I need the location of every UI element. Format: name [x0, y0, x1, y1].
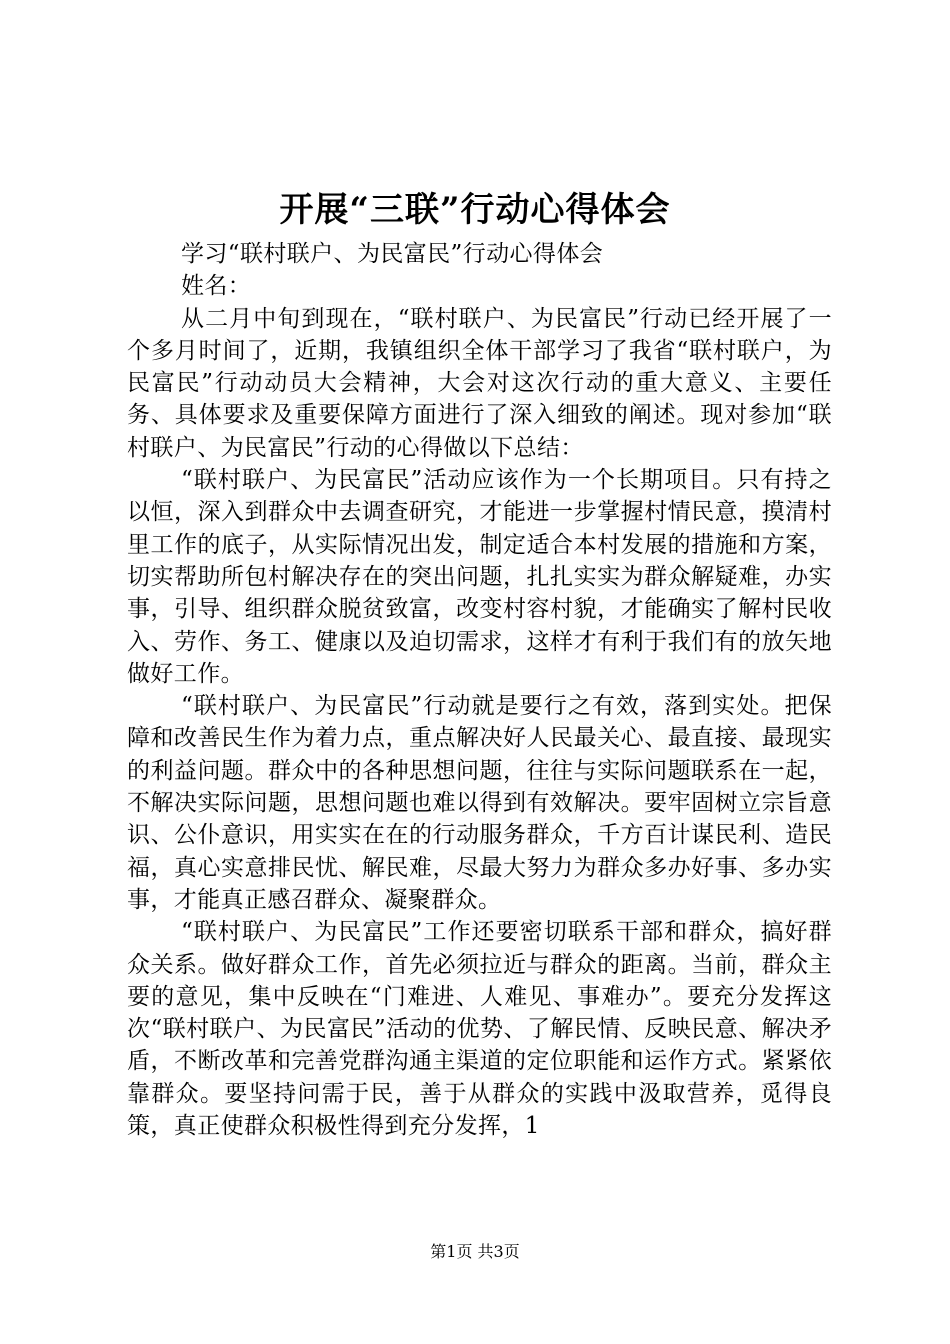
- paragraph-4: “联村联户、为民富民”工作还要密切联系干部和群众，搞好群众关系。做好群众工作，首先必须拉近与群众的距离。当前，群众主要的意见，集中反映在“门难进、人难见、事难办”。要充分发挥这次“联村联户、为民富民”活动的优势、了解民情、反映民意、解决矛盾，不断改革和完善党群沟通主渠道的定位职能和运作方式。紧紧依靠群众。要坚持问需于民，善于从群众的实践中汲取营养，觅得良策，真正使群众积极性得到充分发挥，1: [127, 919, 832, 1140]
- paragraph-2: “联村联户、为民富民”活动应该作为一个长期项目。只有持之以恒，深入到群众中去调查研究，才能进一步掌握村情民意，摸清村里工作的底子，从实际情况出发，制定适合本村发展的措施和方案，切实帮助所包村解决存在的突出问题，扎扎实实为群众解疑难，办实事，引导、组织群众脱贫致富，改变村容村貌，才能确实了解村民收入、劳作、务工、健康以及迫切需求，这样才有利于我们有的放矢地做好工作。: [127, 467, 832, 687]
- document-subtitle: 学习“联村联户、为民富民”行动心得体会: [181, 241, 604, 267]
- page-footer: 第1页 共3页: [430, 1242, 520, 1261]
- document-title: 开展“三联”行动心得体会: [279, 190, 671, 230]
- name-label: 姓名：: [181, 273, 252, 300]
- document-body: [127, 238, 832, 1142]
- paragraph-3: “联村联户、为民富民”行动就是要行之有效，落到实处。把保障和改善民生作为着力点，重点解决好人民最关心、最直接、最现实的利益问题。群众中的各种思想问题，往往与实际问题联系在一起，不解决实际问题，思想问题也难以得到有效解决。要牢固树立宗旨意识、公仆意识，用实实在在的行动服务群众，千方百计谋民利、造民福，真心实意排民忧、解民难，尽最大努力为群众多办好事、多办实事，才能真正感召群众、凝聚群众。: [127, 693, 832, 913]
- paragraph-1: 从二月中旬到现在，“联村联户、为民富民”行动已经开展了一个多月时间了，近期，我镇组织全体干部学习了我省“联村联户，为民富民”行动动员大会精神，大会对这次行动的重大意义、主要任务、具体要求及重要保障方面进行了深入细致的阐述。现对参加“联村联户、为民富民”行动的心得做以下总结：: [127, 305, 832, 461]
